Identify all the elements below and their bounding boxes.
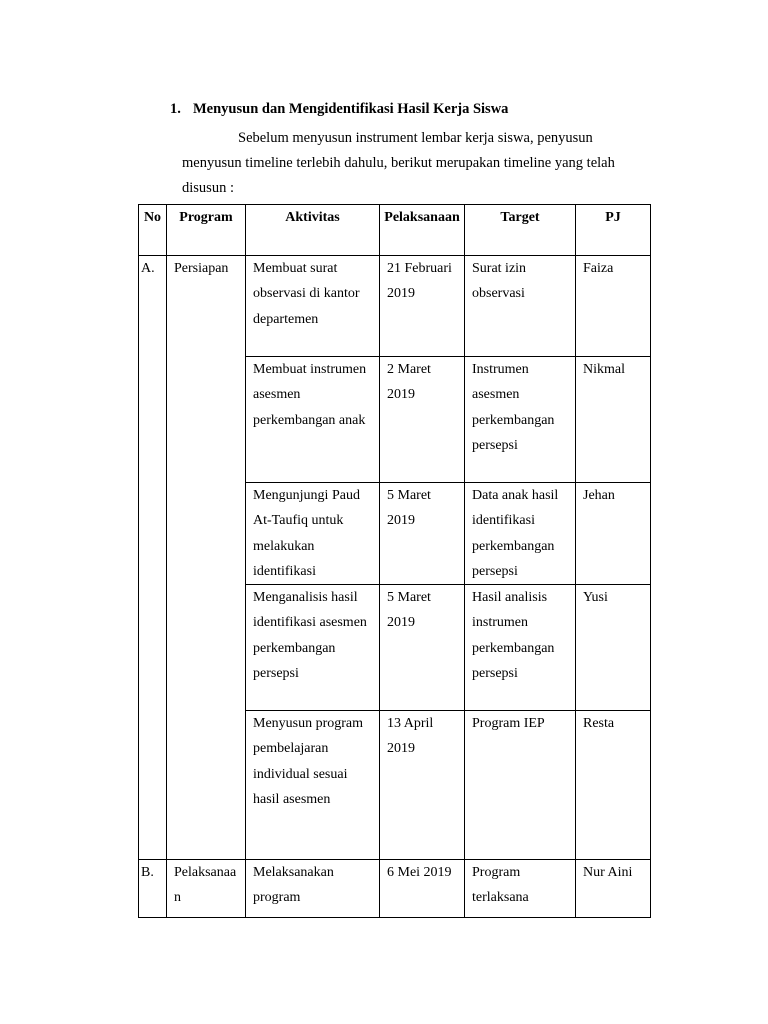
header-target: Target [465, 205, 576, 256]
cell-pelaksanaan: 6 Mei 2019 [380, 860, 465, 918]
header-pelaksanaan: Pelaksanaan [380, 205, 465, 256]
cell-pelaksanaan: 2 Maret 2019 [380, 357, 465, 483]
cell-target: Instrumen asesmen perkembangan persepsi [465, 357, 576, 483]
section-number: 1. [170, 101, 181, 117]
cell-pj: Yusi [576, 585, 651, 711]
group-number: A. [139, 256, 167, 860]
cell-pj: Nur Aini [576, 860, 651, 918]
cell-pelaksanaan: 5 Maret 2019 [380, 483, 465, 585]
cell-target: Program IEP [465, 711, 576, 860]
cell-pj: Nikmal [576, 357, 651, 483]
paragraph-line-3: disusun : [182, 180, 234, 196]
cell-aktivitas: Mengunjungi Paud At-Taufiq untuk melakukan identifikasi [246, 483, 380, 585]
cell-pj: Faiza [576, 256, 651, 357]
paragraph-line-2: menyusun timeline terlebih dahulu, berikut merupakan timeline yang telah [182, 155, 615, 171]
cell-pelaksanaan: 21 Februari 2019 [380, 256, 465, 357]
paragraph-line-1: Sebelum menyusun instrument lembar kerja siswa, penyusun [238, 130, 593, 146]
cell-aktivitas: Menganalisis hasil identifikasi asesmen perkembangan persepsi [246, 585, 380, 711]
cell-pj: Jehan [576, 483, 651, 585]
cell-aktivitas: Membuat surat observasi di kantor departemen [246, 256, 380, 357]
table-row [139, 256, 651, 357]
cell-target: Surat izin observasi [465, 256, 576, 357]
cell-aktivitas: Melaksanakan program [246, 860, 380, 918]
header-pj: PJ [576, 205, 651, 256]
cell-pelaksanaan: 5 Maret 2019 [380, 585, 465, 711]
header-aktivitas: Aktivitas [246, 205, 380, 256]
group-program: Persiapan [167, 256, 246, 860]
header-program: Program [167, 205, 246, 256]
table-header-row [139, 205, 651, 256]
cell-aktivitas: Menyusun program pembelajaran individual sesuai hasil asesmen [246, 711, 380, 860]
cell-target: Data anak hasil identifikasi perkembangan persepsi [465, 483, 576, 585]
cell-aktivitas: Membuat instrumen asesmen perkembangan anak [246, 357, 380, 483]
group-program: Pelaksanaan [167, 860, 246, 918]
group-number: B. [139, 860, 167, 918]
cell-target: Hasil analisis instrumen perkembangan persepsi [465, 585, 576, 711]
cell-pj: Resta [576, 711, 651, 860]
cell-target: Program terlaksana [465, 860, 576, 918]
section-title: Menyusun dan Mengidentifikasi Hasil Kerja Siswa [193, 101, 509, 117]
header-no: No [139, 205, 167, 256]
section-heading [170, 101, 508, 118]
cell-pelaksanaan: 13 April 2019 [380, 711, 465, 860]
timeline-table [138, 204, 651, 918]
intro-paragraph [182, 126, 657, 201]
table-row [139, 860, 651, 918]
